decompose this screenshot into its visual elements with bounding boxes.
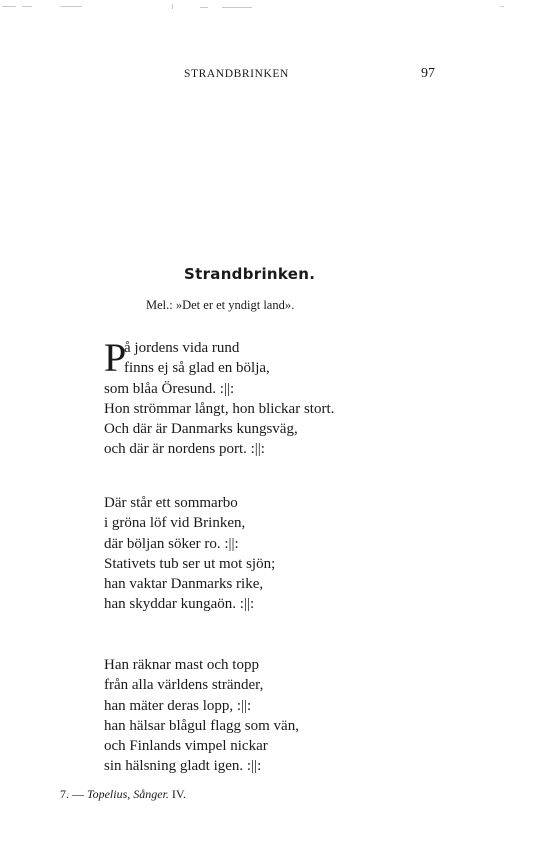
- book-title: Topelius, Sånger.: [87, 787, 169, 801]
- poem-title: Strandbrinken.: [184, 265, 316, 283]
- verse-line: han mäter deras lopp, :||:: [104, 697, 252, 714]
- verse-line: och där är nordens port. :||:: [104, 441, 265, 458]
- stanza-2: [104, 493, 275, 615]
- verse-line: Han räknar mast och topp: [104, 657, 259, 673]
- verse-line: han vaktar Danmarks rike,: [104, 576, 264, 593]
- running-head: STRANDBRINKEN: [184, 68, 289, 80]
- signature-mark: 7. —: [60, 787, 84, 801]
- verse-line: han skyddar kungaön. :||:: [104, 596, 255, 613]
- verse-line: sin hälsning gladt igen. :||:: [104, 758, 262, 775]
- stanza-1: [104, 335, 335, 460]
- volume-number: IV.: [171, 787, 187, 801]
- verse-line: finns ej så glad en bölja,: [124, 360, 270, 377]
- verse-line: Stativets tub ser ut mot sjön;: [104, 555, 276, 572]
- stanza-3: [104, 655, 299, 777]
- verse-line: där böljan söker ro. :||:: [104, 535, 239, 552]
- verse-line: i gröna löf vid Brinken,: [104, 515, 246, 532]
- verse-line: Och där är Danmarks kungsväg,: [104, 421, 298, 438]
- verse-line: Hon strömmar långt, hon blickar stort.: [104, 400, 335, 417]
- verse-line: från alla världens stränder,: [104, 677, 264, 694]
- verse-line: Där står ett sommarbo: [104, 495, 238, 511]
- drop-cap: P: [104, 335, 127, 380]
- melody-note: Mel.: »Det er et yndigt land».: [146, 298, 295, 312]
- page-edge-specks: [0, 2, 544, 12]
- verse-line: han hälsar blågul flagg som vän,: [104, 717, 299, 734]
- signature-footer: [60, 787, 186, 802]
- verse-line: som blåa Öresund. :||:: [104, 380, 235, 397]
- verse-line: och Finlands vimpel nickar: [104, 738, 268, 755]
- verse-line: å jordens vida rund: [124, 340, 240, 356]
- page-number: 97: [421, 66, 435, 81]
